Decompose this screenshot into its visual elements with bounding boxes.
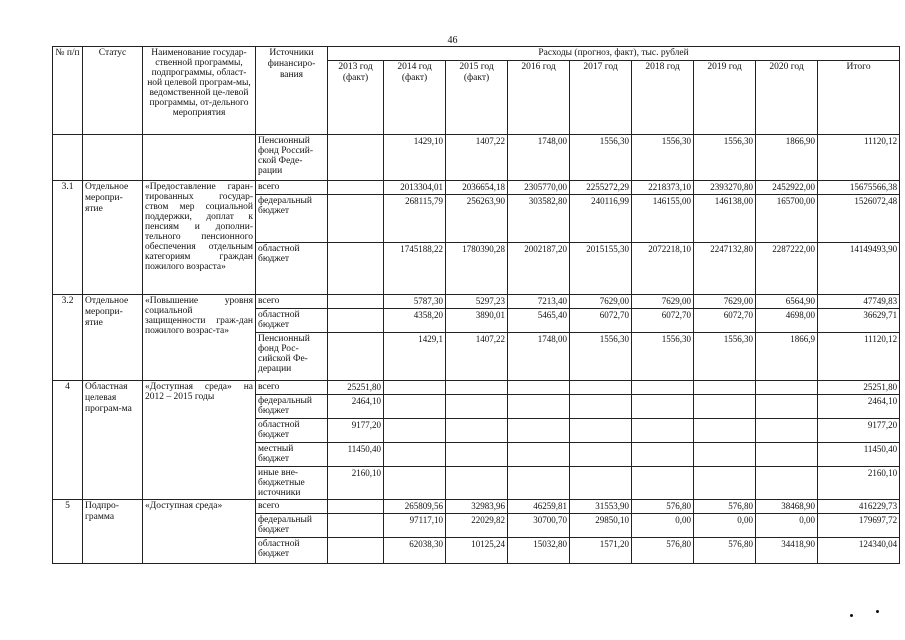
value-cell (570, 467, 632, 500)
value-cell: 3890,01 (446, 309, 508, 333)
header-num: № п/п (53, 47, 83, 135)
value-cell: 2160,10 (328, 467, 384, 500)
value-cell (384, 467, 446, 500)
value-cell: 5297,23 (446, 295, 508, 309)
total-cell: 47749,83 (818, 295, 900, 309)
value-cell (756, 419, 818, 443)
funding-source: федеральный бюджет (256, 195, 328, 243)
table-row (53, 381, 900, 395)
value-cell (570, 381, 632, 395)
value-cell (694, 467, 756, 500)
header-status: Статус (83, 47, 143, 135)
row-num: 4 (53, 381, 83, 500)
row-status: Отдельное меропри-ятие (83, 181, 143, 295)
header-year: 2016 год (508, 61, 570, 135)
value-cell: 97117,10 (384, 514, 446, 538)
value-cell: 1556,30 (632, 333, 694, 381)
value-cell: 2002187,20 (508, 243, 570, 295)
value-cell: 1866,90 (756, 135, 818, 181)
value-cell: 5465,40 (508, 309, 570, 333)
value-cell: 265809,56 (384, 500, 446, 514)
funding-source: областной бюджет (256, 309, 328, 333)
value-cell (328, 243, 384, 295)
value-cell: 9177,20 (328, 419, 384, 443)
value-cell: 256263,90 (446, 195, 508, 243)
funding-source: федеральный бюджет (256, 395, 328, 419)
value-cell: 31553,90 (570, 500, 632, 514)
table-row (53, 181, 900, 195)
value-cell: 576,80 (694, 500, 756, 514)
value-cell (756, 443, 818, 467)
header-expenses: Расходы (прогноз, факт), тыс. рублей (328, 47, 900, 61)
value-cell: 303582,80 (508, 195, 570, 243)
value-cell: 15032,80 (508, 538, 570, 564)
value-cell: 1556,30 (694, 135, 756, 181)
funding-source: всего (256, 181, 328, 195)
value-cell: 0,00 (632, 514, 694, 538)
value-cell: 7629,00 (632, 295, 694, 309)
value-cell (694, 381, 756, 395)
value-cell (328, 538, 384, 564)
value-cell (446, 443, 508, 467)
header-name: Наименование государ-ственной программы, подпрограммы, област-ной целевой програм-мы, ведомственной це-левой программы, от-дельного мероприятия (143, 47, 256, 135)
value-cell: 38468,90 (756, 500, 818, 514)
value-cell: 34418,90 (756, 538, 818, 564)
total-cell: 36629,71 (818, 309, 900, 333)
value-cell: 11450,40 (328, 443, 384, 467)
value-cell (328, 514, 384, 538)
value-cell (328, 135, 384, 181)
funding-source: федеральный бюджет (256, 514, 328, 538)
value-cell (384, 381, 446, 395)
value-cell: 6564,90 (756, 295, 818, 309)
value-cell: 2015155,30 (570, 243, 632, 295)
value-cell: 22029,82 (446, 514, 508, 538)
value-cell: 146155,00 (632, 195, 694, 243)
total-cell: 179697,72 (818, 514, 900, 538)
row-num (53, 135, 83, 181)
funding-source: иные вне-бюджетные источники (256, 467, 328, 500)
funding-source: всего (256, 381, 328, 395)
value-cell (328, 309, 384, 333)
value-cell: 1745188,22 (384, 243, 446, 295)
value-cell: 2452922,00 (756, 181, 818, 195)
budget-table (52, 46, 900, 564)
value-cell: 2305770,00 (508, 181, 570, 195)
value-cell (694, 395, 756, 419)
value-cell: 4698,00 (756, 309, 818, 333)
value-cell: 6072,70 (632, 309, 694, 333)
funding-source: всего (256, 295, 328, 309)
value-cell (328, 333, 384, 381)
value-cell (328, 181, 384, 195)
value-cell: 1407,22 (446, 135, 508, 181)
row-num: 5 (53, 500, 83, 564)
value-cell (756, 381, 818, 395)
value-cell: 25251,80 (328, 381, 384, 395)
row-name: «Доступная среда» (143, 500, 256, 564)
page-number: 46 (447, 35, 458, 46)
value-cell: 29850,10 (570, 514, 632, 538)
value-cell: 1429,10 (384, 135, 446, 181)
row-name: «Доступная среда» на 2012 – 2015 годы (143, 381, 256, 500)
value-cell: 7629,00 (694, 295, 756, 309)
scan-marks (836, 608, 886, 620)
value-cell (328, 295, 384, 309)
funding-source: областной бюджет (256, 243, 328, 295)
value-cell: 1748,00 (508, 333, 570, 381)
value-cell: 30700,70 (508, 514, 570, 538)
value-cell: 240116,99 (570, 195, 632, 243)
total-cell: 2464,10 (818, 395, 900, 419)
funding-source: Пенсионный фонд Рос-сийской Фе-дерации (256, 333, 328, 381)
value-cell (446, 419, 508, 443)
value-cell: 576,80 (694, 538, 756, 564)
value-cell: 165700,00 (756, 195, 818, 243)
value-cell (756, 395, 818, 419)
header-row-1 (53, 47, 900, 61)
value-cell (508, 381, 570, 395)
value-cell (384, 395, 446, 419)
total-cell: 15675566,38 (818, 181, 900, 195)
total-cell: 14149493,90 (818, 243, 900, 295)
value-cell (632, 443, 694, 467)
row-name: «Повышение уровня социальной защищенности граж-дан пожилого возрас-та» (143, 295, 256, 381)
row-num: 3.1 (53, 181, 83, 295)
row-num: 3.2 (53, 295, 83, 381)
header-year: 2020 год (756, 61, 818, 135)
total-cell: 416229,73 (818, 500, 900, 514)
header-year: 2018 год (632, 61, 694, 135)
value-cell: 576,80 (632, 538, 694, 564)
total-cell: 124340,04 (818, 538, 900, 564)
value-cell (446, 395, 508, 419)
value-cell: 2013304,01 (384, 181, 446, 195)
value-cell: 1429,1 (384, 333, 446, 381)
value-cell: 0,00 (756, 514, 818, 538)
value-cell: 2464,10 (328, 395, 384, 419)
value-cell (632, 419, 694, 443)
value-cell (508, 419, 570, 443)
value-cell (632, 381, 694, 395)
value-cell: 1556,30 (570, 333, 632, 381)
value-cell (756, 467, 818, 500)
value-cell: 10125,24 (446, 538, 508, 564)
value-cell (508, 443, 570, 467)
header-year: 2013 год (факт) (328, 61, 384, 135)
value-cell (508, 395, 570, 419)
funding-source: всего (256, 500, 328, 514)
header-year: Итого (818, 61, 900, 135)
header-year: 2014 год (факт) (384, 61, 446, 135)
value-cell: 576,80 (632, 500, 694, 514)
value-cell (384, 443, 446, 467)
value-cell: 32983,96 (446, 500, 508, 514)
row-status: Отдельное меропри-ятие (83, 295, 143, 381)
value-cell: 2218373,10 (632, 181, 694, 195)
value-cell (570, 443, 632, 467)
value-cell: 7629,00 (570, 295, 632, 309)
value-cell (570, 395, 632, 419)
value-cell: 1556,30 (694, 333, 756, 381)
value-cell: 62038,30 (384, 538, 446, 564)
total-cell: 1526072,48 (818, 195, 900, 243)
header-year: 2019 год (694, 61, 756, 135)
header-year: 2017 год (570, 61, 632, 135)
value-cell (328, 500, 384, 514)
total-cell: 11120,12 (818, 135, 900, 181)
value-cell: 1556,30 (632, 135, 694, 181)
value-cell: 6072,70 (570, 309, 632, 333)
total-cell: 11450,40 (818, 443, 900, 467)
value-cell: 46259,81 (508, 500, 570, 514)
row-name: «Предоставление гаран-тированных государ-ством мер социальной поддержки, доплат к пенсиям и дополни-тельного пенсионного обеспечения отдельным категориям граждан пожилого возраста» (143, 181, 256, 295)
value-cell (694, 443, 756, 467)
value-cell: 6072,70 (694, 309, 756, 333)
funding-source: Пенсионный фонд Россий-ской Феде-рации (256, 135, 328, 181)
table-row (53, 500, 900, 514)
value-cell: 1748,00 (508, 135, 570, 181)
table-row (53, 135, 900, 181)
table-row (53, 295, 900, 309)
value-cell: 2036654,18 (446, 181, 508, 195)
total-cell: 9177,20 (818, 419, 900, 443)
value-cell (446, 467, 508, 500)
funding-source: местный бюджет (256, 443, 328, 467)
value-cell: 268115,79 (384, 195, 446, 243)
value-cell (570, 419, 632, 443)
value-cell: 1780390,28 (446, 243, 508, 295)
value-cell (328, 195, 384, 243)
value-cell (694, 419, 756, 443)
value-cell: 1556,30 (570, 135, 632, 181)
header-year: 2015 год (факт) (446, 61, 508, 135)
value-cell: 2255272,29 (570, 181, 632, 195)
value-cell: 2072218,10 (632, 243, 694, 295)
value-cell: 0,00 (694, 514, 756, 538)
total-cell: 25251,80 (818, 381, 900, 395)
total-cell: 11120,12 (818, 333, 900, 381)
value-cell: 5787,30 (384, 295, 446, 309)
header-source: Источники финансиро-вания (256, 47, 328, 135)
value-cell: 7213,40 (508, 295, 570, 309)
funding-source: областной бюджет (256, 419, 328, 443)
value-cell: 146138,00 (694, 195, 756, 243)
row-name (143, 135, 256, 181)
value-cell (632, 467, 694, 500)
value-cell: 1571,20 (570, 538, 632, 564)
value-cell: 4358,20 (384, 309, 446, 333)
row-status: Областная целевая програм-ма (83, 381, 143, 500)
value-cell (508, 467, 570, 500)
value-cell (384, 419, 446, 443)
value-cell: 1866,9 (756, 333, 818, 381)
row-status (83, 135, 143, 181)
row-status: Подпро-грамма (83, 500, 143, 564)
value-cell (632, 395, 694, 419)
value-cell: 2247132,80 (694, 243, 756, 295)
value-cell: 2287222,00 (756, 243, 818, 295)
total-cell: 2160,10 (818, 467, 900, 500)
value-cell: 1407,22 (446, 333, 508, 381)
value-cell (446, 381, 508, 395)
value-cell: 2393270,80 (694, 181, 756, 195)
funding-source: областной бюджет (256, 538, 328, 564)
